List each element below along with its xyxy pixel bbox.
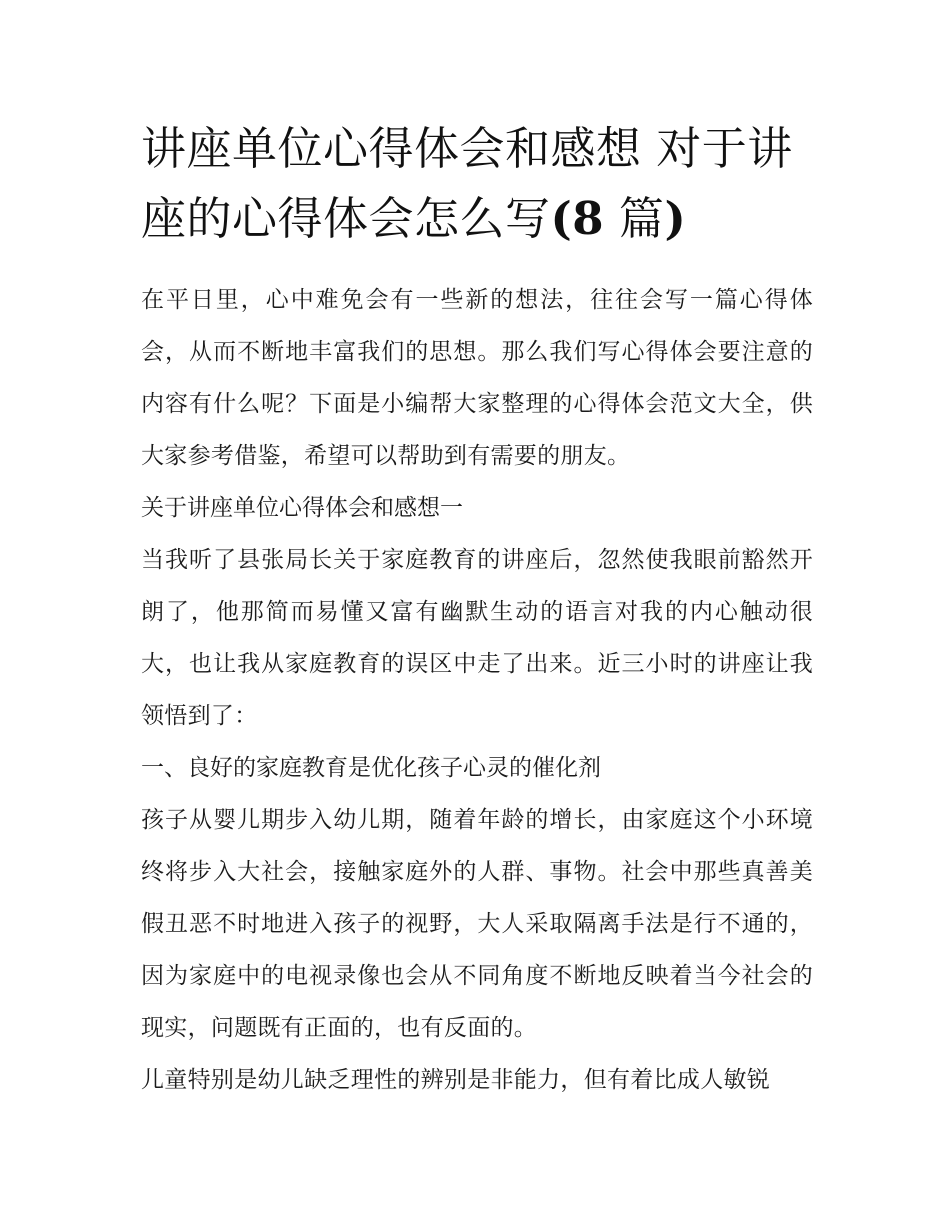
section-paragraph-3: 儿童特别是幼儿缺乏理性的辨别是非能力，但有着比成人敏锐 xyxy=(141,1066,771,1093)
section-paragraph-2: 孩子从婴儿期步入幼儿期，随着年龄的增长，由家庭这个小环境终将步入大社会，接触家庭外的人群、事物。社会中那些真善美假丑恶不时地进入孩子的视野，大人采取隔离手法是行不通的，因为家庭中的电视录像也会从不同角度不断地反映着当今社会的现实，问题既有正面的，也有反面的。 xyxy=(141,806,813,1041)
document-body xyxy=(141,114,813,1106)
title-count-unit: 篇 xyxy=(604,191,665,245)
intro-paragraph: 在平日里，心中难免会有一些新的想法，往往会写一篇心得体会，从而不断地丰富我们的思想。那么我们写心得体会要注意的内容有什么呢？下面是小编帮大家整理的心得体会范文大全，供大家参考借鉴，希望可以帮助到有需要的朋友。 xyxy=(141,286,813,469)
section-paragraph-1: 当我听了县张局长关于家庭教育的讲座后，忽然使我眼前豁然开朗了，他那简而易懂又富有幽默生动的语言对我的内心触动很大，也让我从家庭教育的误区中走了出来。近三小时的讲座让我领悟到了： xyxy=(141,546,813,729)
document-title xyxy=(141,114,813,254)
title-main-text: 讲座单位心得体会和感想 对于讲座的心得体会怎么写 xyxy=(141,122,793,245)
subheading-1: 一、良好的家庭教育是优化孩子心灵的催化剂 xyxy=(141,754,601,781)
title-count-open: (8 xyxy=(550,191,605,245)
section-heading: 关于讲座单位心得体会和感想一 xyxy=(141,494,463,521)
title-count-close: ) xyxy=(664,191,687,245)
